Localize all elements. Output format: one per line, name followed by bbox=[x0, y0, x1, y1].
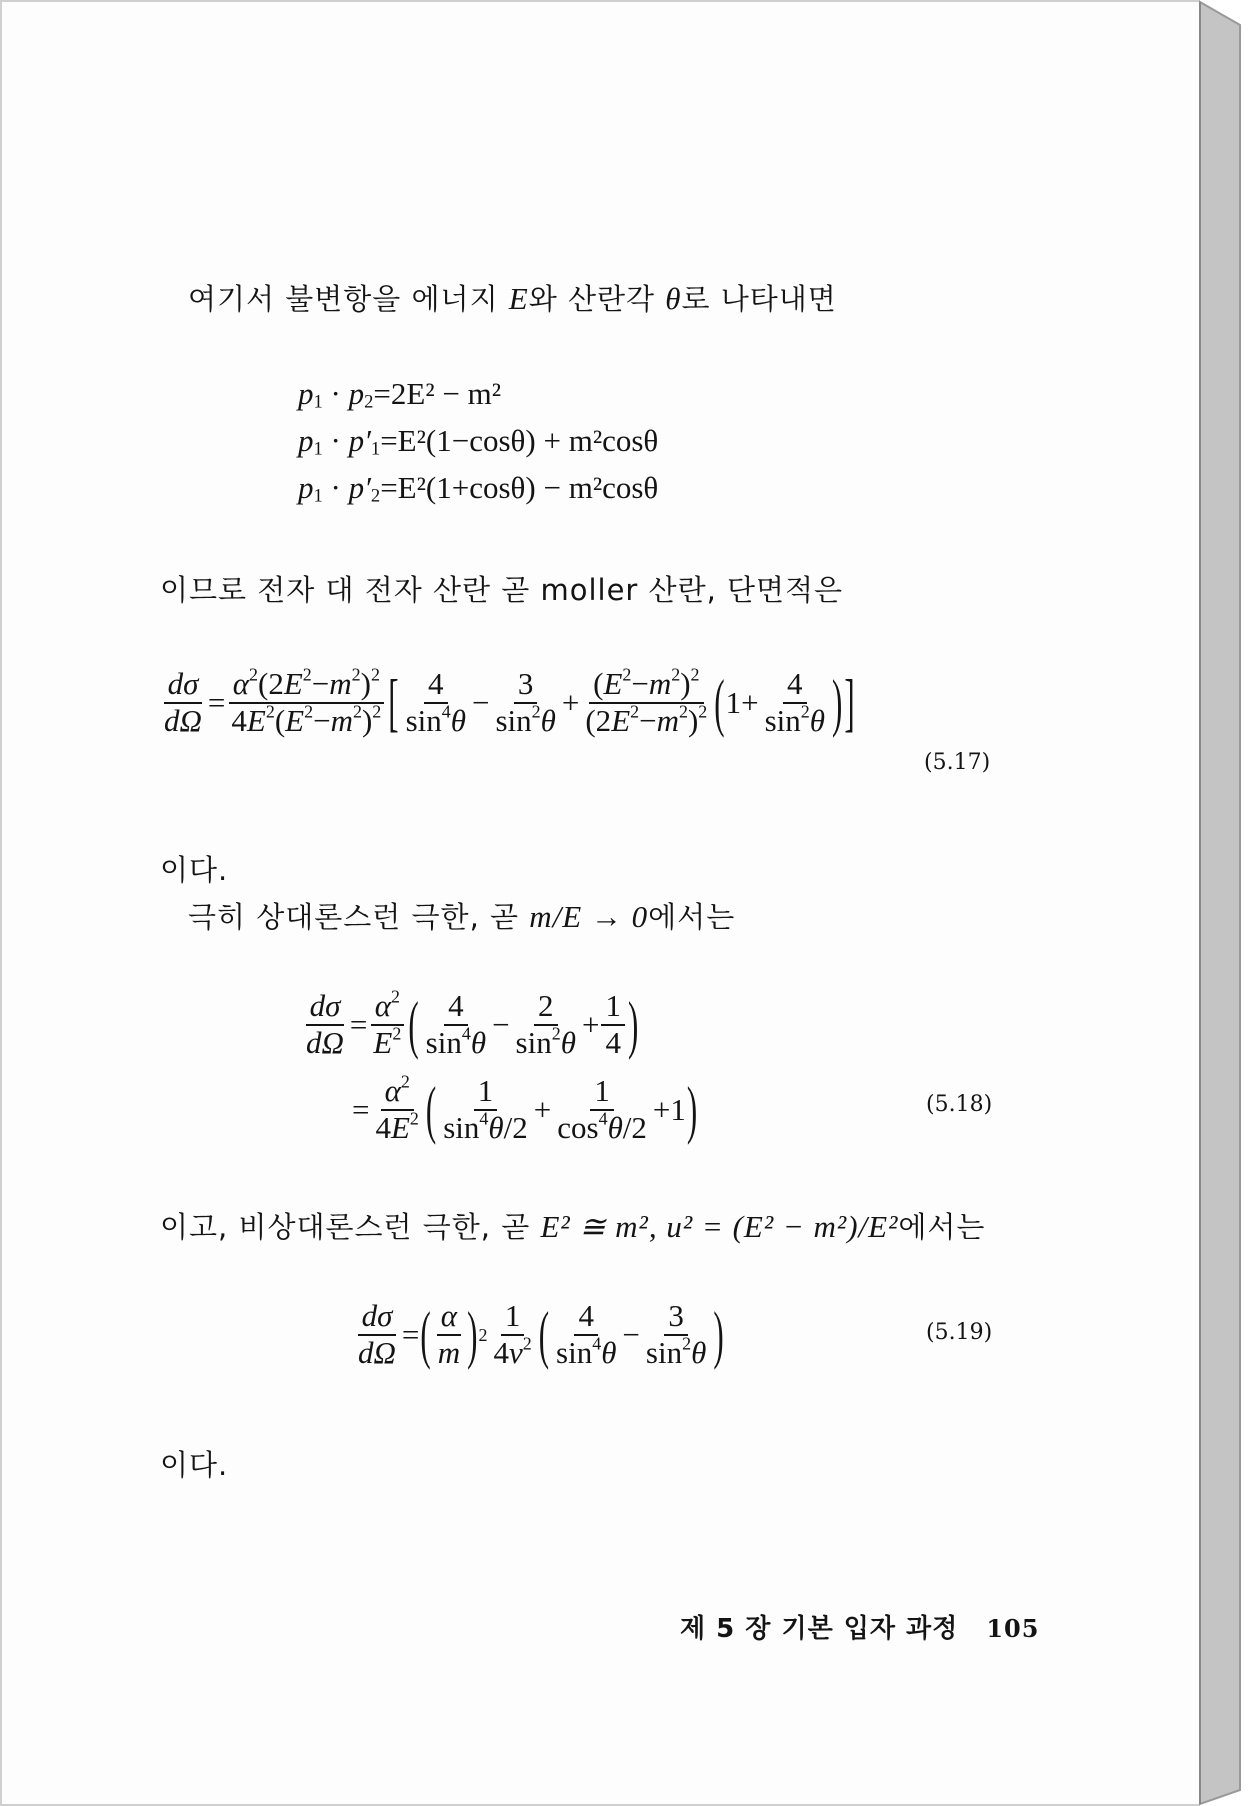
equation-5-17: $\frac{d\sigma}{d\Omega}$ = $\frac{\alpha^2(2E^2-m^2)^2}{4E^2(E^2-m^2)^2}$ [ $\frac{4}{\sin^4\theta}$ − $\frac{3}{\sin^2\theta}$ + $\frac{(E^2-m^2)^2}{(2E^2-m^2)^2}$ ( 1+ $\frac{4}{\sin^2\theta}$ ) ] bbox=[164, 664, 855, 739]
relativistic-limit-text: 극히 상대론스런 극한, 곧 m/E → 0에서는 bbox=[188, 899, 736, 934]
page-number: 105 bbox=[986, 1614, 1040, 1643]
equation-number-5-19: (5.19) bbox=[926, 1320, 993, 1345]
chapter-title: 제 5 장 기본 입자 과정 bbox=[680, 1614, 959, 1644]
invariant-eq-1: $p_1 \cdot p_2=2E^2 - m^2$ bbox=[298, 376, 502, 413]
nonrelativistic-limit-text: 이고, 비상대론스런 극한, 곧 E² ≅ m², u² = (E² − m²)/E²에서는 bbox=[160, 1209, 986, 1244]
running-footer bbox=[680, 1608, 1039, 1645]
equation-number-5-17: (5.17) bbox=[924, 750, 991, 775]
equation-number-5-18: (5.18) bbox=[926, 1092, 993, 1117]
equation-5-18-line-2: = $\frac{\alpha^2}{4E^2}$ ( $\frac{1}{\sin^4\theta/2}$ + $\frac{1}{\cos^4\theta/2}$ +1 ) bbox=[352, 1071, 698, 1146]
equation-5-18-line-1: $\frac{d\sigma}{d\Omega}$ = $\frac{\alpha^2}{E^2}$ ( $\frac{4}{\sin^4\theta}$ − $\frac{2}{\sin^2\theta}$ + $\frac{1}{4}$ ) bbox=[306, 986, 639, 1061]
equation-5-19: $\frac{d\sigma}{d\Omega}$ = ( $\frac{\alpha}{m}$ ) 2 $\frac{1}{4v^2}$ ( $\frac{4}{\sin^4\theta}$ − $\frac{3}{\sin^2\theta}$ ) bbox=[358, 1296, 724, 1371]
text-ida-2: 이다. bbox=[160, 1448, 229, 1482]
intro-text: 여기서 불변항을 에너지 E와 산란각 θ로 나타내면 bbox=[188, 281, 837, 316]
text-ida-1: 이다. bbox=[160, 853, 229, 887]
invariant-eq-2: $p_1 \cdot p'_1=E^2(1-\cos\theta) + m^2\cos\theta$ bbox=[298, 423, 659, 460]
moller-text: 이므로 전자 대 전자 산란 곧 moller 산란, 단면적은 bbox=[160, 573, 844, 607]
invariant-eq-3: $p_1 \cdot p'_2=E^2(1+\cos\theta) - m^2\cos\theta$ bbox=[298, 470, 659, 507]
